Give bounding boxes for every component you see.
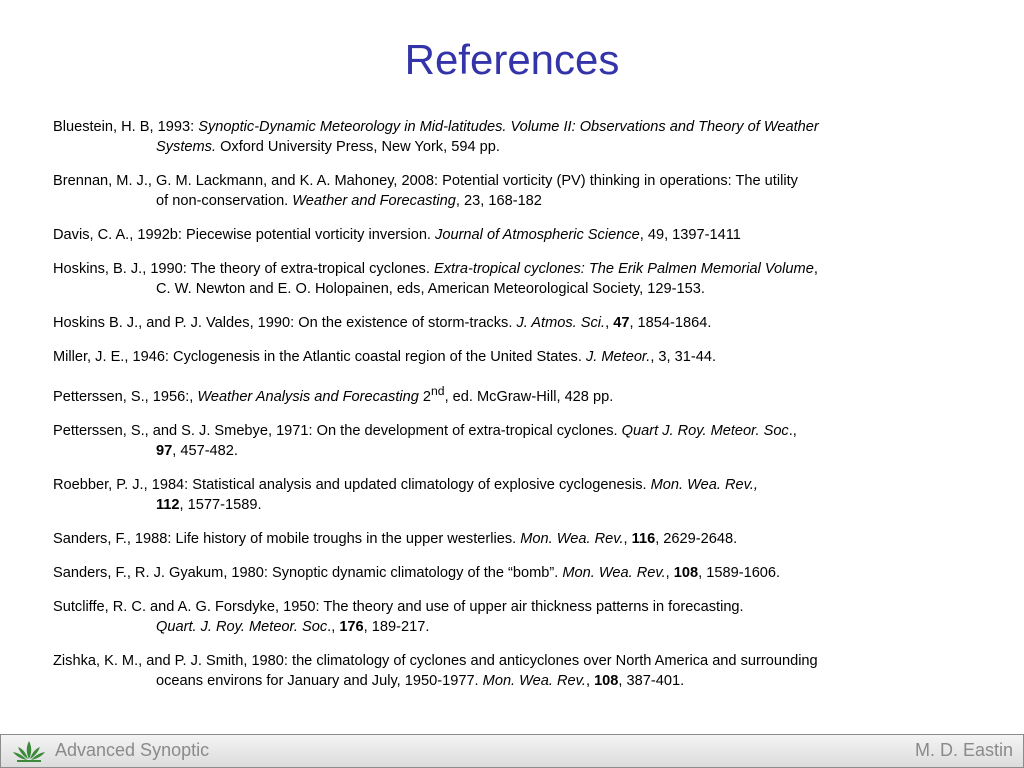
footer-course-title: Advanced Synoptic <box>55 740 210 760</box>
page-title: References <box>404 36 620 83</box>
footer-bar <box>0 734 1024 768</box>
reference-item-petterssen-smebye-1971: Petterssen, S., and S. J. Smebye, 1971: On the development of extra-tropical cyclones. Quart J. Roy. Meteor. Soc., 97, 457-482. <box>53 422 797 459</box>
reference-item-brennan-2008: Brennan, M. J., G. M. Lackmann, and K. A. Mahoney, 2008: Potential vorticity (PV) thinking in operations: The utility of non-conservation. Weather and Forecasting, 23, 168-182 <box>53 173 798 209</box>
reference-item-hoskins-valdes-1990: Hoskins B. J., and P. J. Valdes, 1990: On the existence of storm-tracks. J. Atmos. Sci., 47, 1854-1864. <box>53 315 712 331</box>
footer-author: M. D. Eastin <box>914 740 1013 760</box>
reference-item-miller-1946: Miller, J. E., 1946: Cyclogenesis in the Atlantic coastal region of the United States. J. Meteor., 3, 31-44. <box>53 349 717 365</box>
reference-item-bluestein-1993: Bluestein, H. B, 1993: Synoptic-Dynamic Meteorology in Mid-latitudes. Volume II: Observations and Theory of Weather Systems. Oxford University Press, New York, 594 pp. <box>53 119 819 155</box>
reference-item-sanders-1988: Sanders, F., 1988: Life history of mobile troughs in the upper westerlies. Mon. Wea. Rev., 116, 2629-2648. <box>53 530 738 547</box>
green-leaf-logo-icon <box>11 739 47 763</box>
reference-item-davis-1992: Davis, C. A., 1992b: Piecewise potential vorticity inversion. Journal of Atmospheric Science, 49, 1397-1411 <box>53 227 741 243</box>
reference-item-hoskins-1990: Hoskins, B. J., 1990: The theory of extra-tropical cyclones. Extra-tropical cyclones: The Erik Palmen Memorial Volume, C. W. Newton and E. O. Holopainen, eds, American Meteorological Society, 129-153. <box>53 261 818 297</box>
reference-item-zishka-1980: Zishka, K. M., and P. J. Smith, 1980: the climatology of cyclones and anticyclones over North America and surrounding oceans environs for January and July, 1950-1977. Mon. Wea. Rev., 108, 387-401. <box>53 652 818 689</box>
reference-item-sutcliffe-1950: Sutcliffe, R. C. and A. G. Forsdyke, 1950: The theory and use of upper air thickness patterns in forecasting. Quart. J. Roy. Meteor. Soc., 176, 189-217. <box>53 598 744 635</box>
reference-item-sanders-gyakum-1980: Sanders, F., R. J. Gyakum, 1980: Synoptic dynamic climatology of the “bomb”. Mon. Wea. Rev., 108, 1589-1606. <box>53 564 781 581</box>
reference-list <box>53 117 993 705</box>
reference-item-petterssen-1956: Petterssen, S., 1956:, Weather Analysis and Forecasting 2nd, ed. McGraw-Hill, 428 pp. <box>53 384 614 405</box>
reference-item-roebber-1984: Roebber, P. J., 1984: Statistical analysis and updated climatology of explosive cyclogenesis. Mon. Wea. Rev., 112, 1577-1589. <box>53 476 758 513</box>
